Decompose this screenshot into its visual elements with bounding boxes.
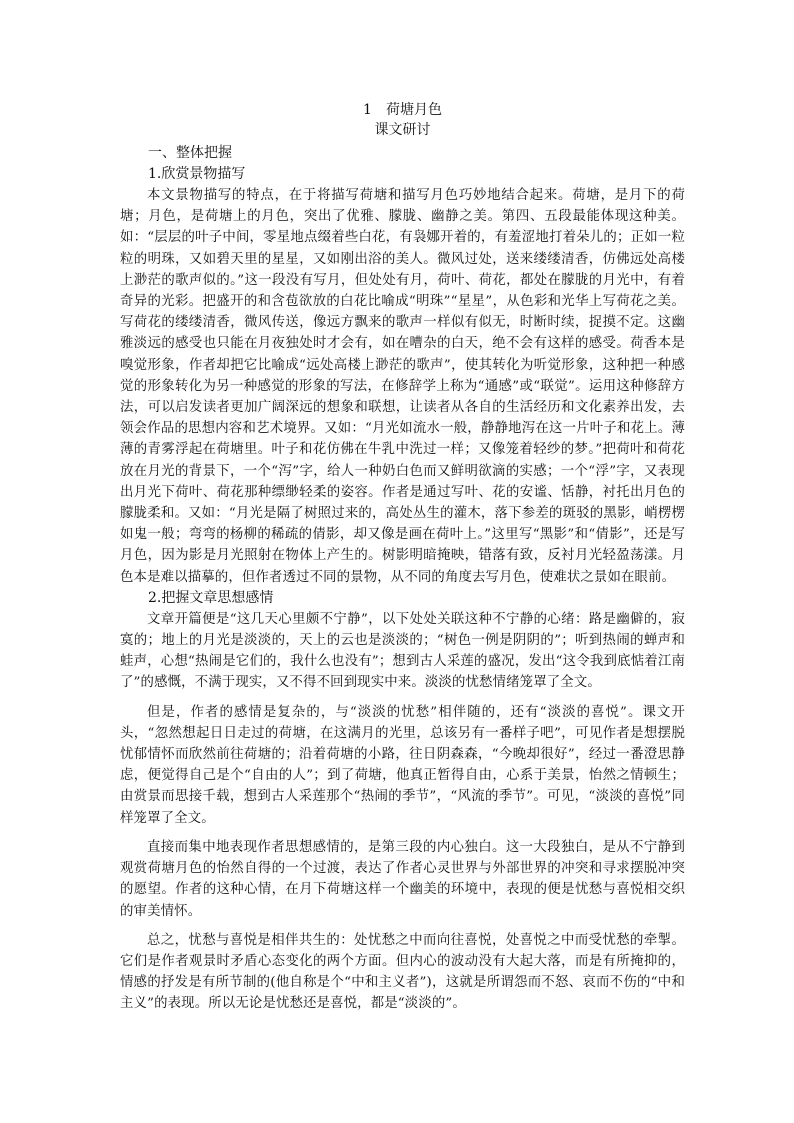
paragraph-emotion-2: 但是，作者的感情是复杂的，与“淡淡的忧愁”相伴随的，还有“淡淡的喜悦”。课文开头，“忽然想起日日走过的荷塘，在这满月的光里，总该另有一番样子吧”，可见作者是想摆脱忧郁情怀而欣然前往荷塘的；沿着荷塘的小路，往日阴森森，“今晚却很好”，经过一番澄思静虑，便觉得自己是个“自由的人”；到了荷塘，他真正暂得自由，心系于美景，怡然之情顿生；由赏景而思接千载，想到古人采莲那个“热闹的季节”，“风流的季节”。可见，“淡淡的喜悦”同样笼罩了全文。: [120, 704, 685, 826]
subsection-heading-emotion: 2.把握文章思想感情: [148, 589, 274, 606]
subsection-heading-scenery: 1.欣赏景物描写: [148, 166, 246, 182]
paragraph-scenery: 本文景物描写的特点，在于将描写荷塘和描写月色巧妙地结合起来。荷塘，是月下的荷塘；月色，是荷塘上的月色，突出了优雅、朦胧、幽静之美。第四、五段最能体现这种美。如：“层层的叶子中间，零星地点缀着些白花，有袅娜开着的，有羞涩地打着朵儿的；正如一粒粒的明珠，又如碧天里的星星，又如刚出浴的美人。微风过处，送来缕缕清香，仿佛远处高楼上渺茫的歌声似的。”这一段没有写月，但处处有月，荷叶、荷花，都处在朦胧的月光中，有着奇异的光彩。把盛开的和含苞欲放的白花比喻成“明珠”“星星”，从色彩和光华上写荷花之美。写荷花的缕缕清香，微风传送，像远方飘来的歌声一样似有似无，时断时续，捉摸不定。这幽雅淡远的感受也只能在月夜独处时才会有，如在嘈杂的白天，绝不会有这样的感受。荷香本是嗅觉形象，作者却把它比喻成“远处高楼上渺茫的歌声”，使其转化为听觉形象，这种把一种感觉的形象转化为另一种感觉的形象的写法，在修辞学上称为“通感”或“联觉”。运用这种修辞方法，可以启发读者更加广阔深远的想象和联想，让读者从各自的生活经历和文化素养出发，去领会作品的思想内容和艺术境界。又如：“月光如流水一般，静静地泻在这一片叶子和花上。薄薄的青雾浮起在荷塘里。叶子和花仿佛在牛乳中洗过一样；又像笼着轻纱的梦。”把荷叶和荷花放在月光的背景下，一个“泻”字，给人一种奶白色而又鲜明欲滴的实感；一个“浮”字，又表现出月光下荷叶、荷花那种缥缈轻柔的姿容。作者是通过写叶、花的安谧、恬静，衬托出月色的朦胧柔和。又如：“月光是隔了树照过来的，高处丛生的灌木，落下参差的斑驳的黑影，峭楞楞如鬼一般；弯弯的杨柳的稀疏的倩影，却又像是画在荷叶上。”这里写“黑影”和“倩影”，还是写月色，因为影是月光照射在物体上产生的。树影明暗掩映，错落有致，反衬月光轻盈荡漾。月色本是难以描摹的，但作者透过不同的景物，从不同的角度去写月色，使难状之景如在眼前。: [120, 188, 685, 585]
document-subtitle: 课文研讨: [374, 122, 431, 138]
paragraph-emotion-3: 直接而集中地表现作者思想感情的，是第三段的内心独白。这一大段独白，是从不宁静到观赏荷塘月色的怡然自得的一个过渡，表达了作者心灵世界与外部世界的冲突和寻求摆脱冲突的愿望。作者的这种心情，在月下荷塘这样一个幽美的环境中，表现的便是忧愁与喜悦相交织的审美情怀。: [120, 839, 685, 919]
document-title: 1 荷塘月色: [363, 102, 442, 118]
paragraph-emotion-1: 文章开篇便是“这几天心里颇不宁静”，以下处处关联这种不宁静的心绪：路是幽僻的，寂寞的；地上的月光是淡淡的，天上的云也是淡淡的；“树色一例是阴阴的”；听到热闹的蝉声和蛙声，心想“热闹是它们的，我什么也没有”；想到古人采莲的盛况，发出“这令我到底惦着江南了”的感慨，不满于现实，又不得不回到现实中来。淡淡的忧愁情绪笼罩了全文。: [120, 611, 685, 691]
document-page: [120, 100, 685, 1015]
section-heading-overall: 一、整体把握: [148, 145, 232, 161]
paragraph-emotion-4: 总之，忧愁与喜悦是相伴共生的：处忧愁之中而向往喜悦，处喜悦之中而受忧愁的牵掣。它们是作者观景时矛盾心态变化的两个方面。但内心的波动没有大起大落，而是有所掩抑的，情感的抒发是有所节制的(他自称是个“中和主义者”)，这就是所谓怨而不怒、哀而不伤的“中和主义”的表现。所以无论是忧愁还是喜悦，都是“淡淡的”。: [120, 932, 685, 1012]
